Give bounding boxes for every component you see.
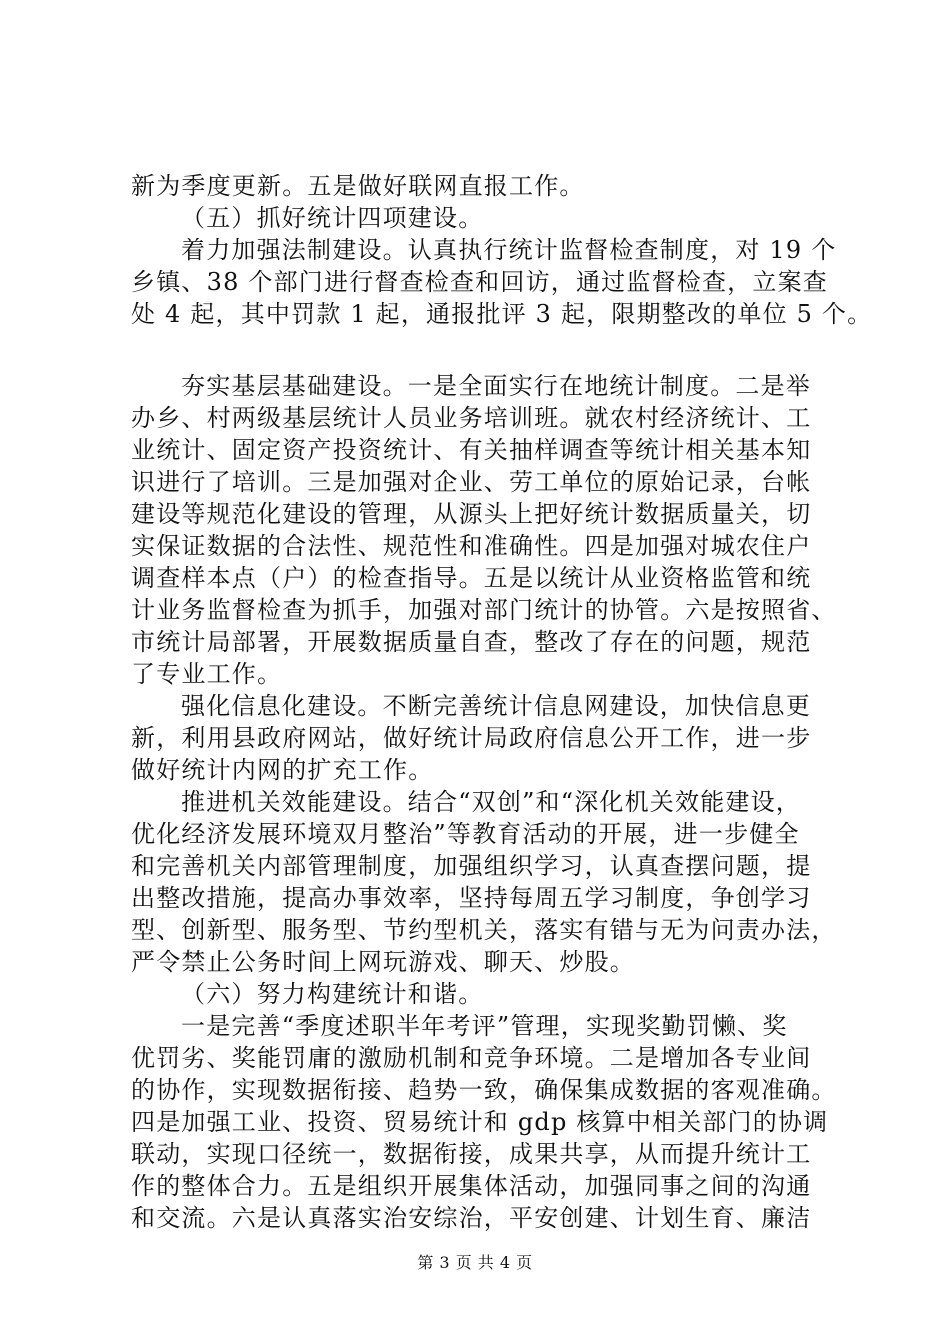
text-line: 严令禁止公务时间上网玩游戏、聊天、炒股。 <box>131 948 635 976</box>
text-line: 联动，实现口径统一，数据衔接，成果共享，从而提升统计工 <box>131 1140 812 1168</box>
text-line: 了专业工作。 <box>131 660 283 688</box>
text-line: 的协作，实现数据衔接、趋势一致，确保集成数据的客观准确。 <box>131 1076 837 1104</box>
text-line: 乡镇、38 个部门进行督查检查和回访，通过监督检查，立案查 <box>131 268 828 296</box>
section-heading: （六）努力构建统计和谐。 <box>181 980 484 1008</box>
text-line: 建设等规范化建设的管理，从源头上把好统计数据质量关，切 <box>131 500 812 528</box>
text-line: 型、创新型、服务型、节约型机关，落实有错与无为问责办法， <box>131 916 837 944</box>
text-line: 调查样本点（户）的检查指导。五是以统计从业资格监管和统 <box>131 564 812 592</box>
text-line: 业统计、固定资产投资统计、有关抽样调查等统计相关基本知 <box>131 436 812 464</box>
text-line: 处 4 起，其中罚款 1 起，通报批评 3 起，限期整改的单位 5 个。 <box>131 300 873 328</box>
text-line: 新为季度更新。五是做好联网直报工作。 <box>131 172 585 200</box>
text-line: 优化经济发展环境双月整治”等教育活动的开展，进一步健全 <box>131 820 800 848</box>
text-line: 新，利用县政府网站，做好统计局政府信息公开工作，进一步 <box>131 724 812 752</box>
document-body <box>131 170 873 1234</box>
text-line: 市统计局部署，开展数据质量自查，整改了存在的问题，规范 <box>131 628 812 656</box>
text-line: 出整改措施，提高办事效率，坚持每周五学习制度，争创学习 <box>131 884 812 912</box>
text-line: 办乡、村两级基层统计人员业务培训班。就农村经济统计、工 <box>131 404 812 432</box>
text-line: 作的整体合力。五是组织开展集体活动，加强同事之间的沟通 <box>131 1172 812 1200</box>
text-line: 优罚劣、奖能罚庸的激励机制和竞争环境。二是增加各专业间 <box>131 1044 812 1072</box>
text-line: 夯实基层基础建设。一是全面实行在地统计制度。二是举 <box>181 372 811 400</box>
text-line: 计业务监督检查为抓手，加强对部门统计的协管。六是按照省、 <box>131 596 837 624</box>
text-line: 实保证数据的合法性、规范性和准确性。四是加强对城农住户 <box>131 532 812 560</box>
section-heading: （五）抓好统计四项建设。 <box>181 204 484 232</box>
text-line: 和完善机关内部管理制度，加强组织学习，认真查摆问题，提 <box>131 852 812 880</box>
text-line: 四是加强工业、投资、贸易统计和 gdp 核算中相关部门的协调 <box>131 1108 829 1136</box>
page-footer: 第 3 页 共 4 页 <box>417 1253 533 1272</box>
text-line: 强化信息化建设。不断完善统计信息网建设，加快信息更 <box>181 692 811 720</box>
paragraph-gap <box>131 330 843 370</box>
text-line: 一是完善“季度述职半年考评”管理，实现奖勤罚懒、奖 <box>181 1012 788 1040</box>
text-line: 和交流。六是认真落实治安综治，平安创建、计划生育、廉洁 <box>131 1204 812 1232</box>
text-line: 识进行了培训。三是加强对企业、劳工单位的原始记录，台帐 <box>131 468 812 496</box>
text-line: 推进机关效能建设。结合“双创”和“深化机关效能建设， <box>181 788 802 816</box>
text-line: 着力加强法制建设。认真执行统计监督检查制度，对 19 个 <box>181 236 837 264</box>
text-line: 做好统计内网的扩充工作。 <box>131 756 434 784</box>
